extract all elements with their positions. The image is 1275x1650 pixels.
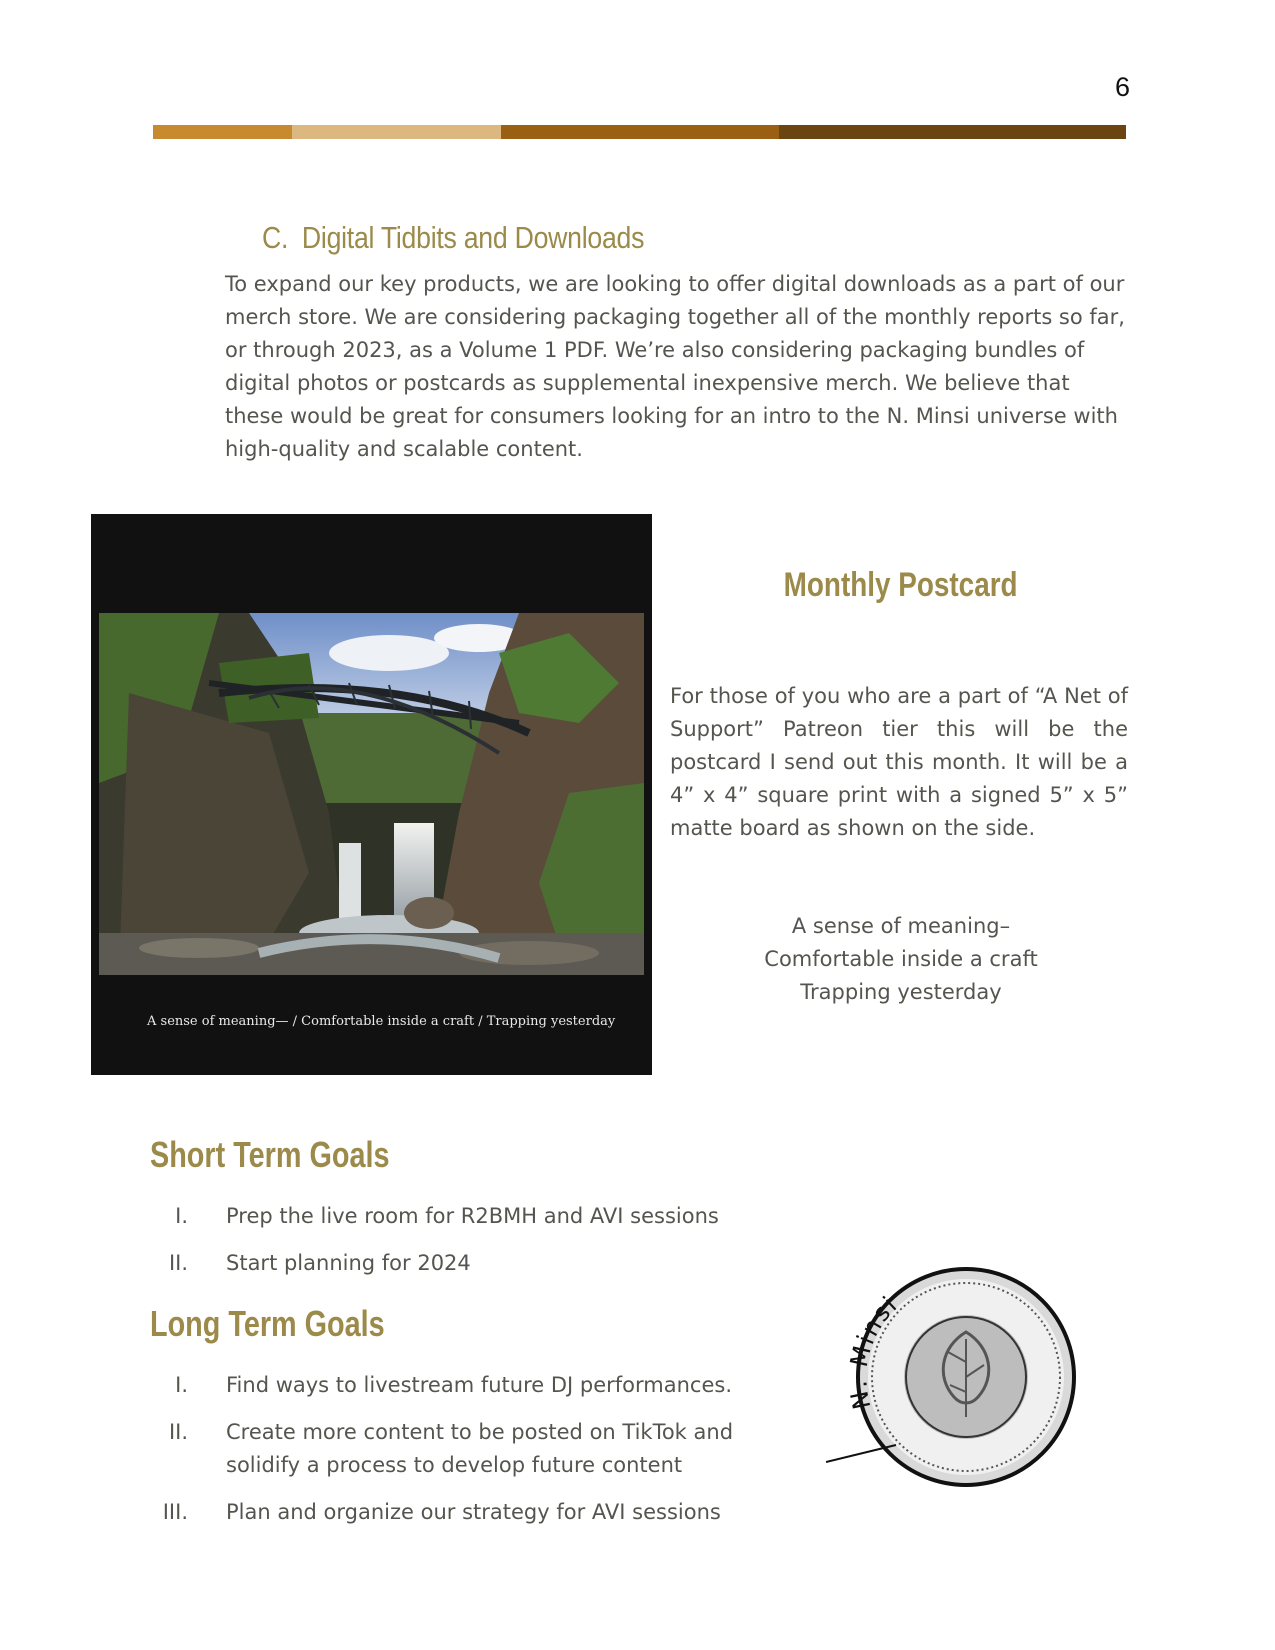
long-term-goals-heading: Long Term Goals bbox=[150, 1303, 385, 1344]
haiku-line-1: A sense of meaning– bbox=[791, 914, 1011, 938]
list-numeral: I. bbox=[175, 1373, 188, 1397]
postcard-title bbox=[672, 566, 1130, 605]
list-text: Plan and organize our strategy for AVI sessions bbox=[226, 1500, 721, 1524]
page-number: 6 bbox=[1114, 72, 1130, 102]
haiku-line-2: Comfortable inside a craft bbox=[764, 947, 1038, 971]
short-term-goals-list bbox=[150, 1200, 770, 1294]
list-text: Find ways to livestream future DJ performances. bbox=[226, 1373, 732, 1397]
bar-segment-2 bbox=[292, 125, 501, 139]
header-color-bar bbox=[153, 125, 1126, 139]
list-numeral: II. bbox=[168, 1251, 188, 1275]
signature-seal bbox=[826, 1247, 1086, 1507]
photo-caption: A sense of meaning— / Comfortable inside a craft / Trapping yesterday bbox=[147, 1014, 616, 1029]
list-text: Start planning for 2024 bbox=[226, 1251, 471, 1275]
list-item bbox=[150, 1247, 770, 1280]
waterfall-photo bbox=[99, 613, 644, 975]
section-c-body: To expand our key products, we are looking to offer digital downloads as a part of our merch store. We are considering packaging together all of the monthly reports so far, or through 2023, as a Volume 1 PDF. We’re also considering packaging bundles of digital photos or postcards as supplemental inexpensive merch. We believe that these would be great for consumers looking for an intro to the N. Minsi universe with high-quality and scalable content. bbox=[225, 272, 1125, 461]
haiku-line-3: Trapping yesterday bbox=[800, 980, 1002, 1004]
seal-text: N. Minsi bbox=[844, 1289, 904, 1412]
long-term-goals-list bbox=[150, 1369, 770, 1543]
list-text: Prep the live room for R2BMH and AVI sessions bbox=[226, 1204, 719, 1228]
bar-segment-1 bbox=[153, 125, 292, 139]
list-item bbox=[150, 1496, 770, 1529]
short-term-goals-heading: Short Term Goals bbox=[150, 1134, 390, 1175]
list-numeral: III. bbox=[162, 1500, 188, 1524]
section-c-title: Digital Tidbits and Downloads bbox=[301, 220, 645, 255]
bar-segment-4 bbox=[779, 125, 1126, 139]
postcard-body: For those of you who are a part of “A Net of Support” Patreon tier this will be the postcard I send out this month. It will be a 4” x 4” square print with a signed 5” x 5” matte board as shown on the side. bbox=[670, 684, 1128, 840]
section-c-numeral: C. bbox=[262, 220, 289, 255]
section-c-heading bbox=[262, 220, 644, 256]
list-item bbox=[150, 1200, 770, 1233]
postcard-title-text: Monthly Postcard bbox=[784, 566, 1018, 604]
list-item bbox=[150, 1416, 770, 1482]
list-text: Create more content to be posted on TikTok and solidify a process to develop future content bbox=[226, 1420, 734, 1477]
postcard-image bbox=[91, 514, 652, 1075]
list-item bbox=[150, 1369, 770, 1402]
haiku bbox=[672, 910, 1130, 1009]
bar-segment-3 bbox=[501, 125, 779, 139]
list-numeral: II. bbox=[168, 1420, 188, 1444]
list-numeral: I. bbox=[175, 1204, 188, 1228]
